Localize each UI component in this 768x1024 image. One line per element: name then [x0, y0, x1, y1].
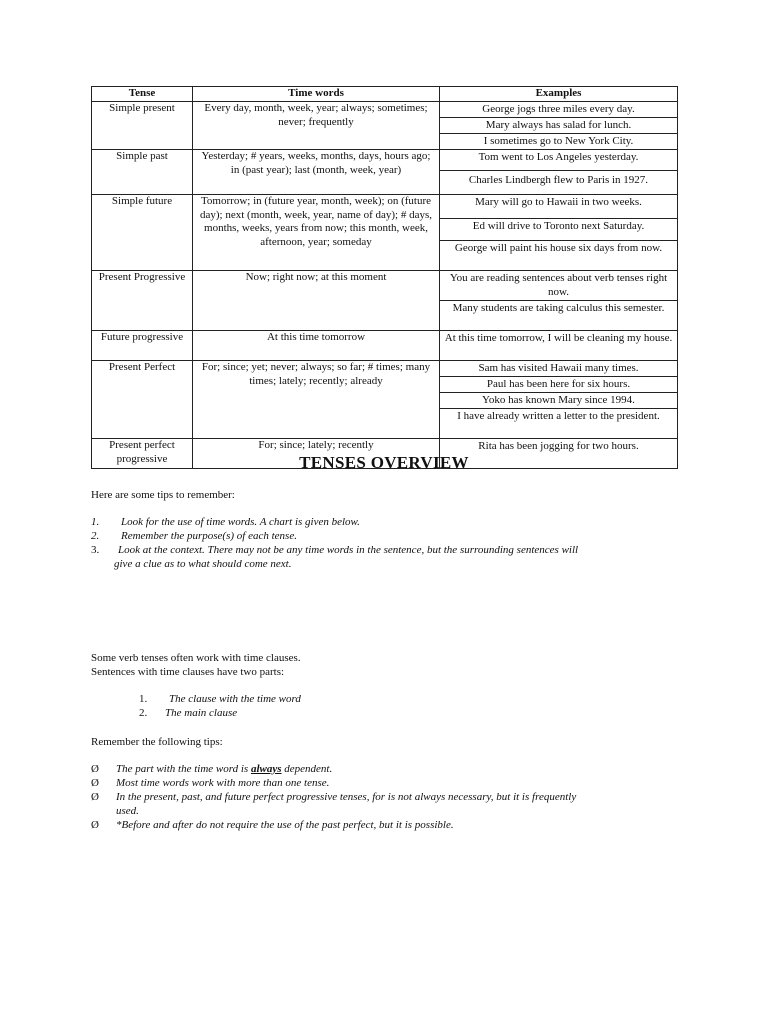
tips-intro: Here are some tips to remember: [91, 489, 235, 501]
bullet-text: In the present, past, and future perfect progressive tenses, for is not always necessary, but it is frequently [116, 791, 577, 803]
bullet-text: *Before and after do not require the use of the past perfect, but it is possible. [116, 819, 454, 831]
example-cell: I have already written a letter to the president. [440, 409, 678, 439]
bullet-symbol: Ø [91, 777, 99, 789]
tip-number: 2. [91, 530, 100, 542]
table-row [92, 361, 678, 377]
tense-cell: Future progressive [92, 331, 193, 361]
time-words-cell: Now; right now; at this moment [193, 271, 440, 331]
header-examples: Examples [440, 87, 678, 102]
tense-cell: Present Perfect [92, 361, 193, 439]
tip-continuation: give a clue as to what should come next. [114, 558, 292, 570]
bullet-item [91, 818, 454, 832]
tip-text: Look for the use of time words. A chart is given below. [121, 516, 360, 528]
example-cell: George jogs three miles every day. [440, 102, 678, 118]
table-row [92, 331, 678, 361]
tip-text: Remember the purpose(s) of each tense. [121, 530, 297, 542]
clause-text: The clause with the time word [169, 693, 301, 705]
example-cell: Tom went to Los Angeles yesterday. [440, 150, 678, 171]
header-time-words: Time words [193, 87, 440, 102]
bullet-text: Most time words work with more than one tense. [116, 777, 330, 789]
example-cell: I sometimes go to New York City. [440, 134, 678, 150]
tense-cell: Simple present [92, 102, 193, 150]
example-cell: Charles Lindbergh flew to Paris in 1927. [440, 171, 678, 195]
table-row [92, 150, 678, 171]
tense-cell: Simple future [92, 195, 193, 271]
page-title: TENSES OVERVIEW [299, 453, 469, 472]
header-tense: Tense [92, 87, 193, 102]
tip-item [91, 543, 578, 557]
bullet-item [91, 776, 329, 790]
bullet-text: The part with the time word is [116, 763, 251, 775]
time-words-cell: Tomorrow; in (future year, month, week); on (future day); next (month, week, year, name of day); # days, months, weeks, years from now; this month, week, afternoon, year; someday [193, 195, 440, 271]
tip-text: Look at the context. There may not be any time words in the sentence, but the surrounding sentences will [118, 544, 579, 556]
emphasis-word: always [250, 763, 282, 775]
tip-number: 3. [91, 544, 100, 556]
time-words-cell: Yesterday; # years, weeks, months, days, hours ago; in (past year); last (month, week, year) [193, 150, 440, 195]
tense-cell: Present perfect progressive [92, 439, 193, 469]
remember-heading: Remember the following tips: [91, 736, 223, 748]
bullet-item [91, 762, 332, 776]
tip-item [91, 515, 360, 529]
clause-item [139, 706, 237, 720]
tip-item [91, 529, 297, 543]
time-words-cell: For; since; lately; recently [193, 439, 440, 469]
clauses-intro: Sentences with time clauses have two parts: [91, 666, 285, 678]
bullet-item [91, 790, 576, 804]
example-cell: Paul has been here for six hours. [440, 377, 678, 393]
tense-cell: Simple past [92, 150, 193, 195]
bullet-symbol: Ø [91, 763, 99, 775]
example-cell: Many students are taking calculus this semester. [440, 301, 678, 331]
clause-text: The main clause [165, 707, 238, 719]
clause-number: 1. [139, 693, 148, 705]
time-words-cell: For; since; yet; never; always; so far; # times; many times; lately; recently; already [193, 361, 440, 439]
example-cell: Sam has visited Hawaii many times. [440, 361, 678, 377]
example-cell: At this time tomorrow, I will be cleaning my house. [440, 331, 678, 361]
clause-number: 2. [139, 707, 148, 719]
table-header-row [92, 87, 678, 102]
clause-item [139, 692, 301, 706]
bullet-symbol: Ø [91, 791, 99, 803]
example-cell: You are reading sentences about verb tenses right now. [440, 271, 678, 301]
table-row [92, 102, 678, 118]
bullet-continuation: used. [116, 805, 139, 817]
bullet-symbol: Ø [91, 819, 99, 831]
example-cell: George will paint his house six days from now. [440, 241, 678, 271]
table-row [92, 271, 678, 301]
example-cell: Yoko has known Mary since 1994. [440, 393, 678, 409]
tense-cell: Present Progressive [92, 271, 193, 331]
tip-number: 1. [91, 516, 100, 528]
table-row [92, 195, 678, 219]
example-cell: Rita has been jogging for two hours. [440, 439, 678, 469]
bullet-text: dependent. [281, 763, 333, 775]
example-cell: Ed will drive to Toronto next Saturday. [440, 219, 678, 241]
time-words-cell: At this time tomorrow [193, 331, 440, 361]
clauses-intro: Some verb tenses often work with time clauses. [91, 652, 301, 664]
example-cell: Mary will go to Hawaii in two weeks. [440, 195, 678, 219]
example-cell: Mary always has salad for lunch. [440, 118, 678, 134]
tenses-table [91, 86, 678, 469]
time-words-cell: Every day, month, week, year; always; sometimes; never; frequently [193, 102, 440, 150]
